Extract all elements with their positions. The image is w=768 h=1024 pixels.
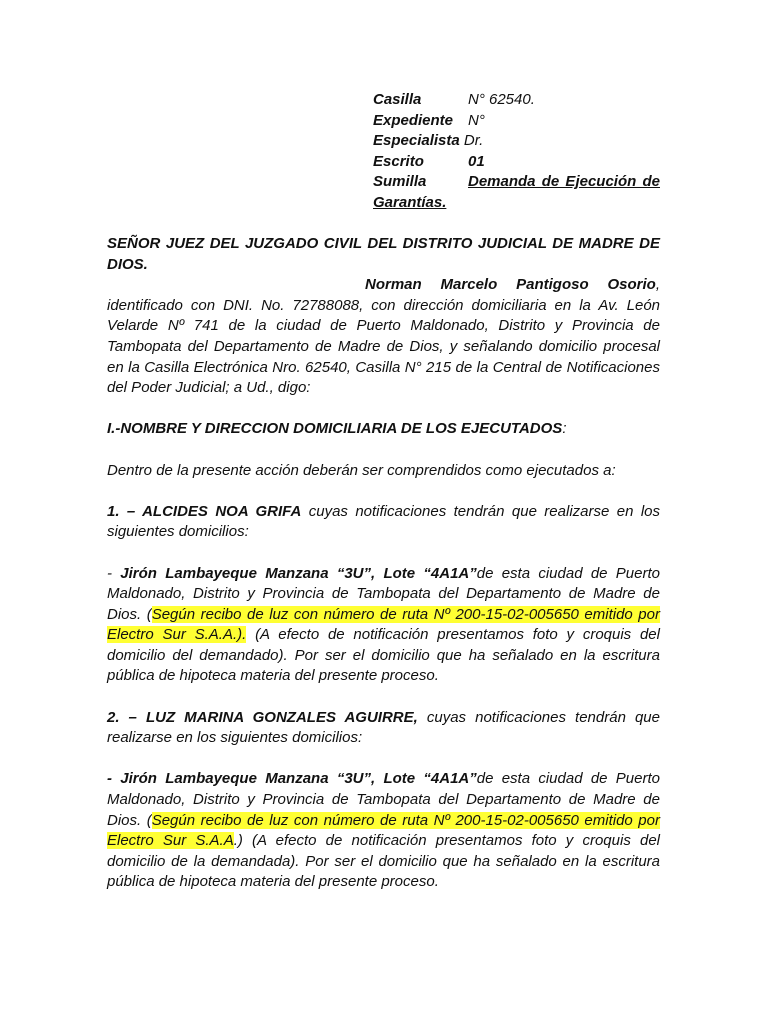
expediente-label: Expediente xyxy=(373,111,454,129)
escrito-row xyxy=(373,152,660,173)
escrito-label: Escrito xyxy=(373,152,424,170)
casilla-value: N° 62540. xyxy=(468,91,535,108)
ejecutado1-tail: (A efecto de notificación presentamos foto y croquis del domicilio del demandado). Por ser el domicilio que ha señalado en la escritura pública de hipoteca materia del presente proceso. xyxy=(107,626,660,685)
casilla-row xyxy=(373,90,660,111)
sumilla-value-line1: Demanda de Ejecución de xyxy=(468,173,660,191)
especialista-value: Dr. xyxy=(463,132,484,150)
ejecutado2-tail: .) (A efecto de notificación presentamos foto y croquis del domicilio de la demandada). Por ser el domicilio que ha señalado en la escritura pública de hipoteca materia del presente proceso. xyxy=(107,832,660,891)
ejecutado1-name: 1. – ALCIDES NOA GRIFA xyxy=(107,502,302,520)
ejecutado2-address-bold: - Jirón Lambayeque Manzana “3U”, Lote “4A1A” xyxy=(107,770,477,788)
especialista-row xyxy=(373,131,660,152)
expediente-value: N° xyxy=(468,111,485,129)
sumilla-row xyxy=(373,172,660,193)
ejecutado2-name: 2. – LUZ MARINA GONZALES AGUIRRE, xyxy=(107,708,418,726)
escrito-value: 01 xyxy=(468,152,485,170)
casilla-label: Casilla xyxy=(373,91,422,108)
ejecutado2-address-rest: de esta ciudad de Puerto Maldonado, Distrito y Provincia de Tambopata del Departamento de Madre de Dios. ( xyxy=(107,770,660,829)
ejecutado1-address xyxy=(107,564,660,688)
ejecutado1-address-bold: Jirón Lambayeque Manzana “3U”, Lote “4A1A” xyxy=(120,564,477,582)
ejecutado1-dash: - xyxy=(107,564,121,582)
expediente-row xyxy=(373,111,660,132)
intro-text: identificado con DNI. No. 72788088, con dirección domiciliaria en la Av. León Velarde Nº 741 de la ciudad de Puerto Maldonado, Distrito y Provincia de Tambopata del Departamento de Madre de Dios, y señalando domicilio procesal en la Casilla Electrónica Nro. 62540, Casilla N° 215 de la Central de Notificaciones del Poder Judicial; a Ud., digo: xyxy=(107,296,660,397)
addressee: SEÑOR JUEZ DEL JUZGADO CIVIL DEL DISTRITO JUDICIAL DE MADRE DE DIOS. xyxy=(107,235,660,273)
section1-title xyxy=(107,419,660,440)
intro-comma: , xyxy=(655,276,660,294)
especialista-label: Especialista xyxy=(373,132,460,150)
section1-title-suffix: : xyxy=(562,420,567,438)
sumilla-label: Sumilla xyxy=(373,173,427,191)
document-body xyxy=(107,234,660,893)
section1-lead: Dentro de la presente acción deberán ser comprendidos como ejecutados a: xyxy=(107,461,616,479)
ejecutado2-paragraph xyxy=(107,708,660,749)
plaintiff-name: Norman Marcelo Pantigoso Osorio xyxy=(365,276,656,294)
case-header xyxy=(373,90,660,214)
intro-paragraph xyxy=(107,275,660,399)
ejecutado2-highlight: Según recibo de luz con número de ruta Nº 200-15-02-005650 emitido por Electro Sur S.A.A xyxy=(107,811,660,850)
ejecutado2-address xyxy=(107,769,660,893)
ejecutado1-paragraph xyxy=(107,502,660,543)
ejecutado1-highlight: Según recibo de luz con número de ruta Nº 200-15-02-005650 emitido por Electro Sur S.A.A.). xyxy=(107,605,660,644)
ejecutado2-rest: cuyas notificaciones tendrán que realizarse en los siguientes domicilios: xyxy=(107,708,660,747)
ejecutado1-rest: cuyas notificaciones tendrán que realizarse en los siguientes domicilios: xyxy=(107,502,660,541)
sumilla-value-line2: Garantías. xyxy=(373,193,447,211)
section1-title-text: I.-NOMBRE Y DIRECCION DOMICILIARIA DE LOS EJECUTADOS xyxy=(107,420,563,438)
ejecutado1-address-rest: de esta ciudad de Puerto Maldonado, Distrito y Provincia de Tambopata del Departamento de Madre de Dios. ( xyxy=(107,564,660,623)
